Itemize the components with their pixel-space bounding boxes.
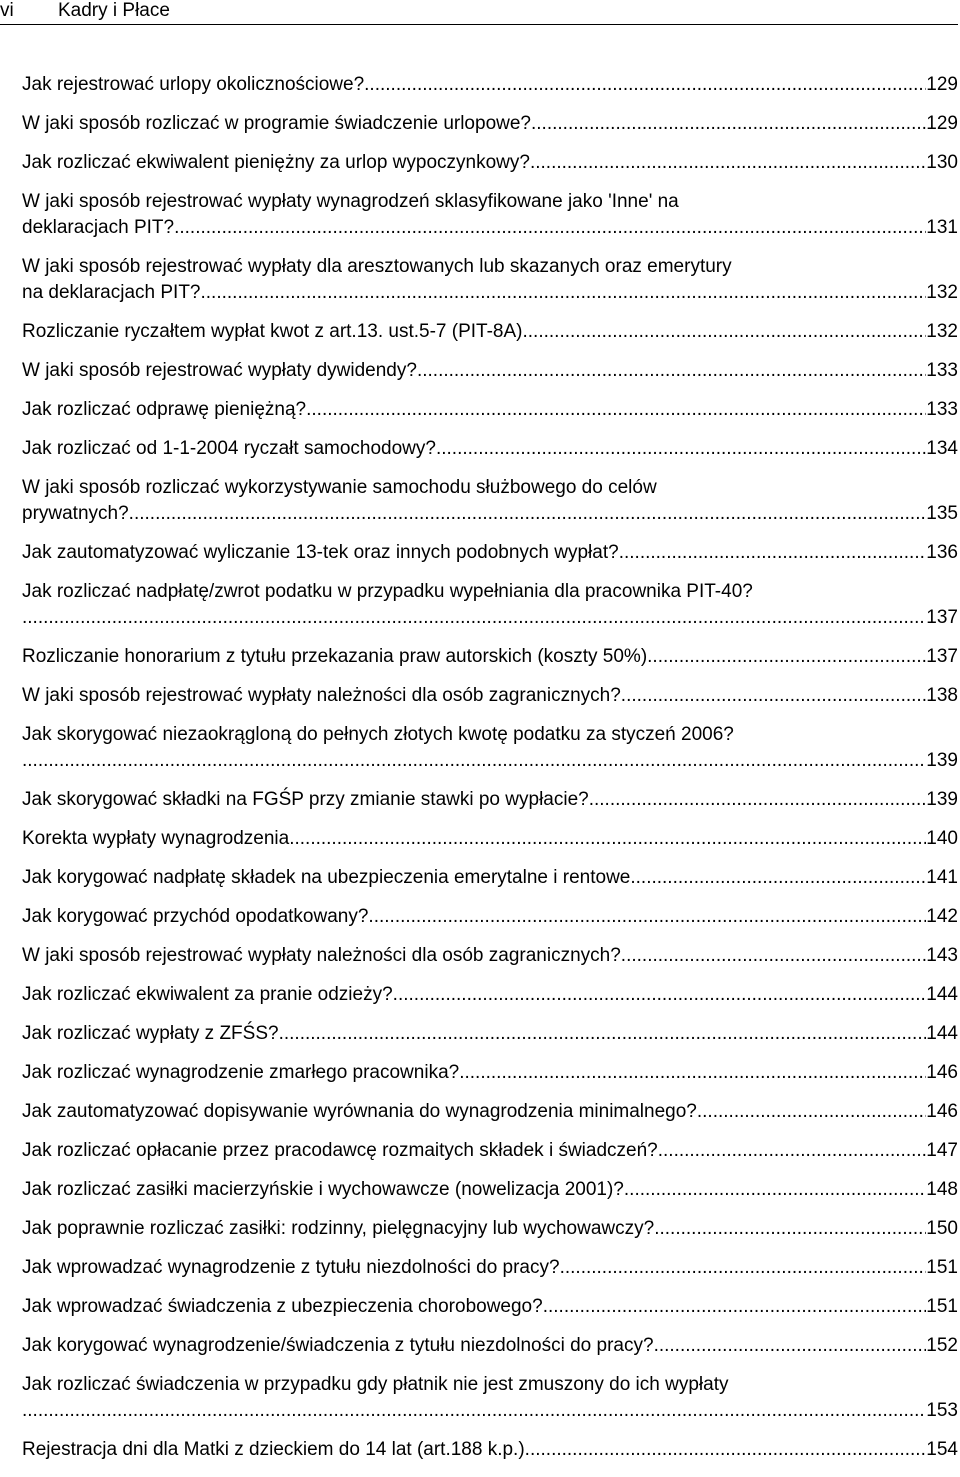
toc-entry[interactable] [22, 1060, 958, 1086]
toc-dot-leader [621, 943, 927, 969]
toc-page-number: 138 [926, 685, 958, 706]
toc-entry-line [22, 1294, 958, 1320]
toc-page-number: 146 [926, 1062, 958, 1083]
toc-entry[interactable] [22, 397, 958, 423]
toc-entry-line [22, 982, 958, 1008]
toc-entry-title: Jak rozliczać wynagrodzenie zmarłego pracownika? [22, 1062, 460, 1083]
toc-entry-line [22, 1177, 958, 1203]
toc-entry-line [22, 280, 958, 306]
toc-page-number: 142 [926, 906, 958, 927]
toc-entry-title: Jak rozliczać wypłaty z ZFŚS? [22, 1023, 279, 1044]
toc-entry-line [22, 358, 958, 384]
toc-page-number: 139 [926, 750, 958, 771]
toc-entry-title: Jak korygować przychód opodatkowany? [22, 906, 369, 927]
toc-entry-line [22, 1255, 958, 1281]
toc-entry-title: Jak poprawnie rozliczać zasiłki: rodzinny, pielęgnacyjny lub wychowawczy? [22, 1218, 655, 1239]
toc-dot-leader [22, 605, 926, 631]
toc-page-number: 151 [926, 1296, 958, 1317]
header-rule [0, 24, 958, 25]
toc-entry-line [22, 1138, 958, 1164]
toc-entry-line [22, 1333, 958, 1359]
toc-entry[interactable] [22, 644, 958, 670]
toc-entry-title-line1: Jak rozliczać nadpłatę/zwrot podatku w przypadku wypełniania dla pracownika PIT-40? [22, 581, 753, 602]
toc-entry-title: Jak rozliczać opłacanie przez pracodawcę rozmaitych składek i świadczeń? [22, 1140, 658, 1161]
toc-dot-leader [589, 787, 927, 813]
toc-entry-line [22, 150, 958, 176]
toc-dot-leader [436, 436, 926, 462]
toc-entry[interactable] [22, 865, 958, 891]
toc-entry[interactable] [22, 683, 958, 709]
toc-entry-line [22, 111, 958, 137]
toc-page-number: 129 [926, 113, 958, 134]
toc-entry[interactable] [22, 579, 958, 631]
toc-entry[interactable] [22, 475, 958, 527]
toc-page-number: 129 [926, 74, 958, 95]
toc-dot-leader [654, 1333, 927, 1359]
toc-entry-line [22, 644, 958, 670]
toc-page-number: 137 [926, 646, 958, 667]
toc-entry[interactable] [22, 1437, 958, 1463]
toc-dot-leader [174, 215, 926, 241]
toc-dot-leader [393, 982, 927, 1008]
running-title: Kadry i Płace [58, 0, 170, 21]
toc-entry-title: Rozliczanie ryczałtem wypłat kwot z art.13. ust.5-7 (PIT-8A) [22, 321, 523, 342]
toc-entry-line [22, 904, 958, 930]
toc-page-number: 133 [926, 360, 958, 381]
toc-entry[interactable] [22, 1177, 958, 1203]
toc-entry-line [22, 1437, 958, 1463]
toc-dot-leader [654, 1216, 926, 1242]
toc-entry-title: Jak rozliczać ekwiwalent za pranie odzieży? [22, 984, 393, 1005]
toc-page-number: 140 [926, 828, 958, 849]
toc-entry-line [22, 605, 958, 631]
toc-entry[interactable] [22, 722, 958, 774]
toc-entry[interactable] [22, 436, 958, 462]
toc-entry-line [22, 865, 958, 891]
toc-entry[interactable] [22, 826, 958, 852]
toc-entry-line [22, 397, 958, 423]
toc-entry-title: Jak wprowadzać wynagrodzenie z tytułu niezdolności do pracy? [22, 1257, 560, 1278]
toc-page-number: 144 [926, 984, 958, 1005]
toc-page-number: 150 [926, 1218, 958, 1239]
toc-page-number: 143 [926, 945, 958, 966]
page-number: vi [0, 0, 14, 21]
toc-page-number: 132 [926, 321, 958, 342]
toc-dot-leader [658, 1138, 927, 1164]
toc-entry-line [22, 319, 958, 345]
toc-entry-line [22, 1099, 958, 1125]
toc-entry-title-line1: Jak rozliczać świadczenia w przypadku gdy płatnik nie jest zmuszony do ich wypłaty [22, 1374, 729, 1395]
toc-page-number: 131 [926, 217, 958, 238]
toc-entry-title-line1: W jaki sposób rejestrować wypłaty wynagrodzeń sklasyfikowane jako 'Inne' na [22, 191, 679, 212]
toc-dot-leader [530, 150, 926, 176]
toc-entry[interactable] [22, 111, 958, 137]
toc-entry-line [22, 1216, 958, 1242]
toc-dot-leader [624, 1177, 926, 1203]
toc-entry-title: Jak wprowadzać świadczenia z ubezpieczenia chorobowego? [22, 1296, 543, 1317]
toc-page-number: 146 [926, 1101, 958, 1122]
toc-dot-leader [279, 1021, 927, 1047]
toc-entry-line [22, 748, 958, 774]
toc-dot-leader [459, 1060, 926, 1086]
toc-entry-line [22, 501, 958, 527]
toc-page-number: 130 [926, 152, 958, 173]
toc-page-number: 152 [926, 1335, 958, 1356]
toc-entry[interactable] [22, 904, 958, 930]
toc-page-number: 135 [926, 503, 958, 524]
toc-entry-title: W jaki sposób rejestrować wypłaty należności dla osób zagranicznych? [22, 945, 621, 966]
toc-entry-title: W jaki sposób rejestrować wypłaty dywidendy? [22, 360, 417, 381]
toc-entry[interactable] [22, 319, 958, 345]
toc-entry-title: deklaracjach PIT? [22, 217, 175, 238]
toc-page-number: 148 [926, 1179, 958, 1200]
toc-entry-title: Rejestracja dni dla Matki z dzieckiem do 14 lat (art.188 k.p.). [22, 1439, 530, 1460]
toc-dot-leader [621, 683, 927, 709]
toc-entry-title: Rozliczanie honorarium z tytułu przekazania praw autorskich (koszty 50%) [22, 646, 648, 667]
toc-entry-line [22, 1060, 958, 1086]
toc-entry[interactable] [22, 1216, 958, 1242]
toc-entry[interactable] [22, 1099, 958, 1125]
toc-entry[interactable] [22, 1138, 958, 1164]
toc-dot-leader [560, 1255, 927, 1281]
toc-dot-leader [697, 1099, 926, 1125]
toc-page-number: 133 [926, 399, 958, 420]
toc-entry-line [22, 540, 958, 566]
toc-dot-leader [531, 111, 926, 137]
toc-entry[interactable] [22, 787, 958, 813]
toc-entry-line [22, 436, 958, 462]
toc-dot-leader [530, 1437, 926, 1463]
toc-entry-line [22, 215, 958, 241]
toc-entry-title: Jak rejestrować urlopy okolicznościowe? [22, 74, 365, 95]
toc-entry-title: Jak zautomatyzować dopisywanie wyrównania do wynagrodzenia minimalnego? [22, 1101, 697, 1122]
toc-entry-title: W jaki sposób rejestrować wypłaty należności dla osób zagranicznych? [22, 685, 621, 706]
toc-entry-title: Jak rozliczać od 1-1-2004 ryczałt samochodowy? [22, 438, 436, 459]
toc-page-number: 141 [926, 867, 958, 888]
toc-dot-leader [523, 319, 927, 345]
toc-entry-title: Jak rozliczać odprawę pieniężną? [22, 399, 307, 420]
toc-entry-title: W jaki sposób rozliczać w programie świadczenie urlopowe? [22, 113, 531, 134]
table-of-contents [22, 72, 958, 1476]
toc-page-number: 151 [926, 1257, 958, 1278]
toc-entry[interactable] [22, 254, 958, 306]
toc-page-number: 147 [926, 1140, 958, 1161]
toc-entry-line [22, 72, 958, 98]
toc-entry-title-line1: Jak skorygować niezaokrągloną do pełnych złotych kwotę podatku za styczeń 2006? [22, 724, 734, 745]
toc-page-number: 136 [926, 542, 958, 563]
toc-entry-line [22, 787, 958, 813]
toc-dot-leader [543, 1294, 927, 1320]
toc-entry-line [22, 943, 958, 969]
toc-dot-leader [306, 397, 926, 423]
toc-entry[interactable] [22, 943, 958, 969]
toc-entry[interactable] [22, 540, 958, 566]
toc-entry-title: Korekta wypłaty wynagrodzenia [22, 828, 290, 849]
toc-entry-line [22, 826, 958, 852]
toc-entry[interactable] [22, 1021, 958, 1047]
toc-entry-line [22, 1021, 958, 1047]
toc-dot-leader [630, 865, 926, 891]
toc-entry-title: Jak rozliczać ekwiwalent pieniężny za urlop wypoczynkowy? [22, 152, 530, 173]
toc-dot-leader [619, 540, 927, 566]
toc-entry[interactable] [22, 358, 958, 384]
toc-entry[interactable] [22, 189, 958, 241]
toc-dot-leader [22, 1398, 926, 1424]
toc-page-number: 154 [926, 1439, 958, 1460]
toc-page-number: 144 [926, 1023, 958, 1044]
toc-entry-title-line1: W jaki sposób rejestrować wypłaty dla aresztowanych lub skazanych oraz emerytury [22, 256, 732, 277]
toc-dot-leader [289, 826, 926, 852]
toc-entry[interactable] [22, 1333, 958, 1359]
toc-entry-title: Jak rozliczać zasiłki macierzyńskie i wychowawcze (nowelizacja 2001)? [22, 1179, 624, 1200]
toc-entry[interactable] [22, 150, 958, 176]
toc-page-number: 137 [926, 607, 958, 628]
toc-entry-title-line1: W jaki sposób rozliczać wykorzystywanie samochodu służbowego do celów [22, 477, 657, 498]
toc-entry-title: na deklaracjach PIT? [22, 282, 201, 303]
toc-dot-leader [368, 904, 926, 930]
toc-entry[interactable] [22, 1255, 958, 1281]
toc-page-number: 132 [926, 282, 958, 303]
toc-page-number: 134 [926, 438, 958, 459]
toc-entry[interactable] [22, 1294, 958, 1320]
toc-page-number: 139 [926, 789, 958, 810]
toc-entry-line [22, 1398, 958, 1424]
toc-dot-leader [364, 72, 926, 98]
toc-entry-title: Jak korygować wynagrodzenie/świadczenia z tytułu niezdolności do pracy? [22, 1335, 654, 1356]
toc-entry-title: prywatnych? [22, 503, 129, 524]
toc-dot-leader [22, 748, 926, 774]
toc-entry[interactable] [22, 72, 958, 98]
toc-dot-leader [129, 501, 927, 527]
page-header [0, 0, 960, 24]
toc-entry[interactable] [22, 1372, 958, 1424]
toc-entry-title: Jak zautomatyzować wyliczanie 13-tek oraz innych podobnych wypłat? [22, 542, 619, 563]
toc-dot-leader [647, 644, 926, 670]
toc-page-number: 153 [926, 1400, 958, 1421]
toc-dot-leader [201, 280, 927, 306]
toc-entry-title: Jak korygować nadpłatę składek na ubezpieczenia emerytalne i rentowe [22, 867, 631, 888]
toc-entry-title: Jak skorygować składki na FGŚP przy zmianie stawki po wypłacie? [22, 789, 589, 810]
toc-entry-line [22, 683, 958, 709]
toc-dot-leader [417, 358, 926, 384]
toc-entry[interactable] [22, 982, 958, 1008]
